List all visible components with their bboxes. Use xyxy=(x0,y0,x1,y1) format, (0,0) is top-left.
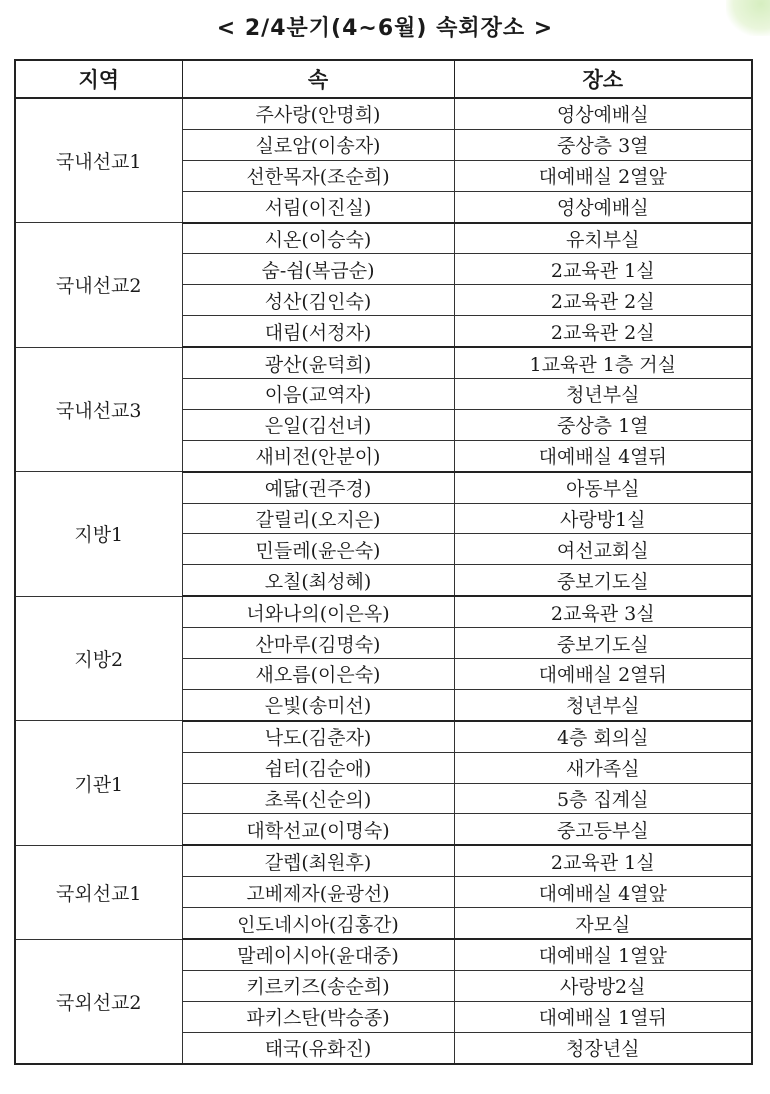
group-cell: 산마루(김명숙) xyxy=(182,628,454,659)
place-cell: 2교육관 2실 xyxy=(454,316,752,347)
region-cell: 국내선교2 xyxy=(15,223,182,348)
region-cell: 국외선교2 xyxy=(15,939,182,1064)
group-cell: 초록(신순의) xyxy=(182,783,454,814)
group-cell: 대림(서정자) xyxy=(182,316,454,347)
place-cell: 2교육관 2실 xyxy=(454,285,752,316)
region-cell: 국내선교3 xyxy=(15,347,182,472)
table-row xyxy=(15,223,752,254)
place-cell: 자모실 xyxy=(454,908,752,939)
group-cell: 키르키즈(송순희) xyxy=(182,970,454,1001)
meeting-place-table xyxy=(14,59,753,1065)
table-header-row xyxy=(15,60,752,98)
group-cell: 인도네시아(김홍간) xyxy=(182,908,454,939)
header-region: 지역 xyxy=(15,60,182,98)
place-cell: 새가족실 xyxy=(454,752,752,783)
group-cell: 태국(유화진) xyxy=(182,1032,454,1063)
place-cell: 대예배실 2열뒤 xyxy=(454,659,752,690)
place-cell: 2교육관 1실 xyxy=(454,845,752,876)
group-cell: 너와나의(이은옥) xyxy=(182,596,454,627)
place-cell: 중보기도실 xyxy=(454,628,752,659)
region-cell: 기관1 xyxy=(15,721,182,846)
place-cell: 대예배실 1열뒤 xyxy=(454,1001,752,1032)
place-cell: 중상층 1열 xyxy=(454,409,752,440)
place-cell: 유치부실 xyxy=(454,223,752,254)
group-cell: 은빛(송미선) xyxy=(182,689,454,720)
place-cell: 영상예배실 xyxy=(454,191,752,222)
table-row xyxy=(15,596,752,627)
region-cell: 국내선교1 xyxy=(15,98,182,223)
place-cell: 1교육관 1층 거실 xyxy=(454,347,752,378)
place-cell: 대예배실 2열앞 xyxy=(454,160,752,191)
group-cell: 성산(김인숙) xyxy=(182,285,454,316)
group-cell: 고베제자(윤광선) xyxy=(182,877,454,908)
group-cell: 숨-쉼(복금순) xyxy=(182,254,454,285)
place-cell: 4층 회의실 xyxy=(454,721,752,752)
group-cell: 말레이시아(윤대중) xyxy=(182,939,454,970)
group-cell: 대학선교(이명숙) xyxy=(182,814,454,845)
place-cell: 5층 집계실 xyxy=(454,783,752,814)
header-place: 장소 xyxy=(454,60,752,98)
place-cell: 청년부실 xyxy=(454,379,752,410)
place-cell: 중보기도실 xyxy=(454,565,752,596)
place-cell: 대예배실 1열앞 xyxy=(454,939,752,970)
place-cell: 중고등부실 xyxy=(454,814,752,845)
group-cell: 선한목자(조순희) xyxy=(182,160,454,191)
table-row xyxy=(15,939,752,970)
place-cell: 중상층 3열 xyxy=(454,129,752,160)
group-cell: 민들레(윤은숙) xyxy=(182,534,454,565)
header-group: 속 xyxy=(182,60,454,98)
group-cell: 파키스탄(박승종) xyxy=(182,1001,454,1032)
region-cell: 지방2 xyxy=(15,596,182,721)
table-row xyxy=(15,472,752,503)
place-cell: 대예배실 4열앞 xyxy=(454,877,752,908)
place-cell: 2교육관 3실 xyxy=(454,596,752,627)
table-body xyxy=(15,98,752,1064)
place-cell: 청년부실 xyxy=(454,689,752,720)
region-cell: 지방1 xyxy=(15,472,182,597)
place-cell: 청장년실 xyxy=(454,1032,752,1063)
place-cell: 영상예배실 xyxy=(454,98,752,129)
table-row xyxy=(15,347,752,378)
group-cell: 새비전(안분이) xyxy=(182,440,454,471)
place-cell: 2교육관 1실 xyxy=(454,254,752,285)
place-cell: 여선교회실 xyxy=(454,534,752,565)
group-cell: 은일(김선녀) xyxy=(182,409,454,440)
group-cell: 갈릴리(오지은) xyxy=(182,503,454,534)
table-row xyxy=(15,845,752,876)
page-title: < 2/4분기(4~6월) 속회장소 > xyxy=(216,16,554,41)
place-cell: 사랑방1실 xyxy=(454,503,752,534)
group-cell: 주사랑(안명희) xyxy=(182,98,454,129)
group-cell: 오칠(최성혜) xyxy=(182,565,454,596)
group-cell: 실로암(이송자) xyxy=(182,129,454,160)
group-cell: 서림(이진실) xyxy=(182,191,454,222)
group-cell: 낙도(김춘자) xyxy=(182,721,454,752)
place-cell: 아동부실 xyxy=(454,472,752,503)
group-cell: 새오름(이은숙) xyxy=(182,659,454,690)
table-row xyxy=(15,98,752,129)
group-cell: 예닮(권주경) xyxy=(182,472,454,503)
group-cell: 이음(교역자) xyxy=(182,379,454,410)
place-cell: 대예배실 4열뒤 xyxy=(454,440,752,471)
table-row xyxy=(15,721,752,752)
group-cell: 갈렙(최원후) xyxy=(182,845,454,876)
region-cell: 국외선교1 xyxy=(15,845,182,939)
group-cell: 시온(이승숙) xyxy=(182,223,454,254)
group-cell: 광산(윤덕희) xyxy=(182,347,454,378)
group-cell: 쉼터(김순애) xyxy=(182,752,454,783)
place-cell: 사랑방2실 xyxy=(454,970,752,1001)
